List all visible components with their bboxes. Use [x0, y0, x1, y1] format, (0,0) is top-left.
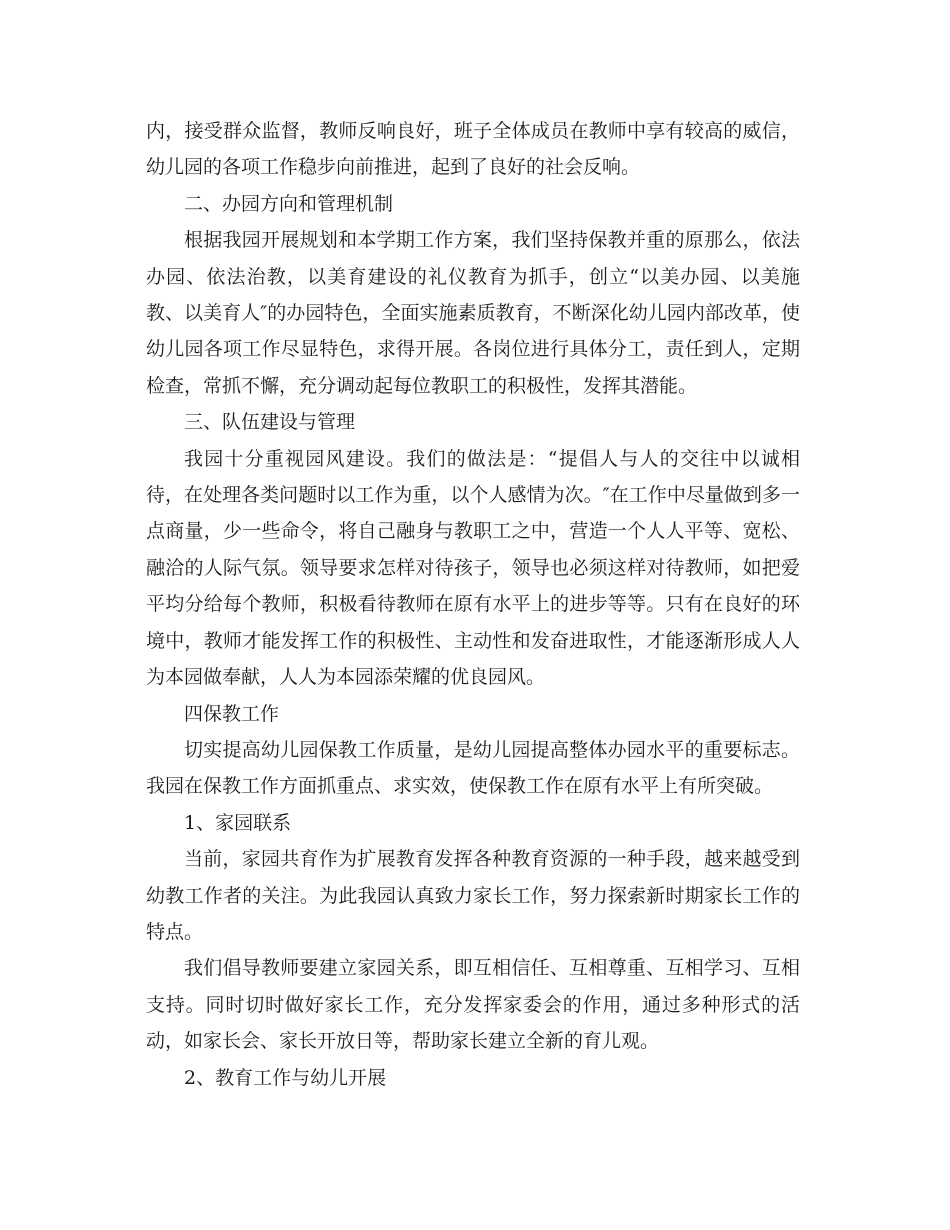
subsection-heading-education-development: 2、教育工作与幼儿开展 — [184, 1066, 387, 1089]
document-body — [146, 113, 800, 1096]
paragraph-care-education: 切实提高幼儿园保教工作质量，是幼儿园提高整体办园水平的重要标志。我园在保教工作方面抓重点、求实效，使保教工作在原有水平上有所突破。 — [146, 738, 800, 798]
subsection-heading-home-school: 1、家园联系 — [184, 811, 292, 834]
paragraph-management: 根据我园开展规划和本学期工作方案，我们坚持保教并重的原那么，依法办园、依法治教，以美育建设的礼仪教育为抓手，创立“以美办园、以美施教、以美育人″的办园特色，全面实施素质教育，不断深化幼儿园内部改革，使幼儿园各项工作尽显特色，求得开展。各岗位进行具体分工，责任到人，定期检查，常抓不懈，充分调动起每位教职工的积极性，发挥其潜能。 — [146, 229, 800, 397]
section-heading-team: 三、队伍建设与管理 — [184, 411, 356, 434]
section-heading-care-education: 四保教工作 — [184, 702, 280, 725]
paragraph-team: 我园十分重视园风建设。我们的做法是：“提倡人与人的交往中以诚相待，在处理各类问题时以工作为重，以个人感情为次。″在工作中尽量做到多一点商量，少一些命令，将自己融身与教职工之中，营造一个人人平等、宽松、融洽的人际气氛。领导要求怎样对待孩子，领导也必须这样对待教师，如把爱平均分给每个教师，积极看待教师在原有水平上的进步等等。只有在良好的环境中，教师才能发挥工作的积极性、主动性和发奋进取性，才能逐渐形成人人为本园做奉献，人人为本园添荣耀的优良园风。 — [146, 447, 800, 689]
paragraph-home-school-2: 我们倡导教师要建立家园关系，即互相信任、互相尊重、互相学习、互相支持。同时切时做好家长工作，充分发挥家委会的作用，通过多种形式的活动，如家长会、家长开放日等，帮助家长建立全新的育儿观。 — [146, 957, 800, 1053]
section-heading-management: 二、办园方向和管理机制 — [184, 192, 394, 215]
paragraph-continuation: 内，接受群众监督，教师反响良好，班子全体成员在教师中享有较高的威信，幼儿园的各项工作稳步向前推进，起到了良好的社会反响。 — [146, 120, 800, 179]
paragraph-home-school-1: 当前，家园共育作为扩展教育发挥各种教育资源的一种手段，越来越受到幼教工作者的关注。为此我园认真致力家长工作，努力探索新时期家长工作的特点。 — [146, 848, 800, 943]
